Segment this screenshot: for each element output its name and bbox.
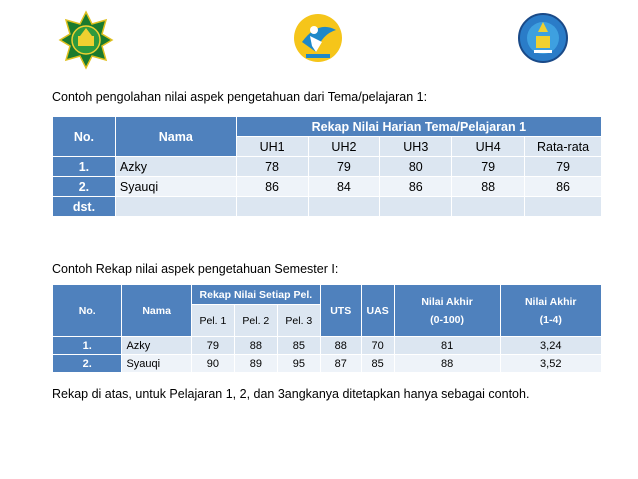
row-nama: Azky <box>122 337 191 355</box>
header-rekap-harian: Rekap Nilai Harian Tema/Pelajaran 1 <box>236 117 601 137</box>
cell-uas: 70 <box>361 337 394 355</box>
table-row <box>53 177 602 197</box>
row-no: 1. <box>53 157 116 177</box>
cell-value: 79 <box>308 157 380 177</box>
row-no: 1. <box>53 337 122 355</box>
cell-value: 80 <box>380 157 452 177</box>
tut-wuri-handayani-logo <box>516 12 570 64</box>
cell-value: 79 <box>525 157 602 177</box>
cell-value <box>308 197 380 217</box>
cell-value: 79 <box>452 157 525 177</box>
header-uas: UAS <box>361 285 394 337</box>
cell-value: 86 <box>236 177 308 197</box>
row-nama: Azky <box>115 157 236 177</box>
caption-table-1: Contoh pengolahan nilai aspek pengetahuan dari Tema/pelajaran 1: <box>52 90 428 104</box>
cell-pel-2: 89 <box>234 355 277 373</box>
cell-uts: 88 <box>320 337 361 355</box>
cell-nilai-akhir-100: 88 <box>394 355 500 373</box>
cell-value: 78 <box>236 157 308 177</box>
table-row <box>53 337 602 355</box>
table-row <box>53 197 602 217</box>
row-nama: Syauqi <box>115 177 236 197</box>
header-pel-3: Pel. 3 <box>277 305 320 337</box>
row-nama: Syauqi <box>122 355 191 373</box>
cell-pel-3: 95 <box>277 355 320 373</box>
row-no: dst. <box>53 197 116 217</box>
header-no: No. <box>53 117 116 157</box>
cell-value <box>452 197 525 217</box>
row-nama <box>115 197 236 217</box>
cell-pel-1: 79 <box>191 337 234 355</box>
rekap-nilai-semester-table <box>52 284 602 373</box>
header-nama: Nama <box>115 117 236 157</box>
cell-uts: 87 <box>320 355 361 373</box>
cell-value: 84 <box>308 177 380 197</box>
cell-value <box>380 197 452 217</box>
cell-value <box>236 197 308 217</box>
cell-nilai-akhir-4: 3,52 <box>500 355 602 373</box>
header-nama: Nama <box>122 285 191 337</box>
row-no: 2. <box>53 177 116 197</box>
header-pel-2: Pel. 2 <box>234 305 277 337</box>
header-pel-1: Pel. 1 <box>191 305 234 337</box>
cell-value: 86 <box>525 177 602 197</box>
cell-nilai-akhir-4: 3,24 <box>500 337 602 355</box>
header-no: No. <box>53 285 122 337</box>
kemenag-logo <box>58 10 114 70</box>
kurikulum-2013-logo <box>292 12 344 64</box>
header-uh3: UH3 <box>380 137 452 157</box>
rekap-nilai-harian-table <box>52 116 602 217</box>
cell-pel-3: 85 <box>277 337 320 355</box>
cell-uas: 85 <box>361 355 394 373</box>
caption-table-2: Contoh Rekap nilai aspek pengetahuan Semester I: <box>52 262 339 276</box>
header-uh2: UH2 <box>308 137 380 157</box>
header-uh4: UH4 <box>452 137 525 157</box>
header-uts: UTS <box>320 285 361 337</box>
header-rata-rata: Rata-rata <box>525 137 602 157</box>
cell-nilai-akhir-100: 81 <box>394 337 500 355</box>
table-row <box>53 157 602 177</box>
header-rekap-pelajaran: Rekap Nilai Setiap Pel. <box>191 285 320 305</box>
cell-pel-1: 90 <box>191 355 234 373</box>
header-nilai-akhir-100: Nilai Akhir (0-100) <box>394 285 500 337</box>
cell-value: 88 <box>452 177 525 197</box>
note-text: Rekap di atas, untuk Pelajaran 1, 2, dan 3angkanya ditetapkan hanya sebagai contoh. <box>52 387 530 401</box>
cell-value <box>525 197 602 217</box>
header-uh1: UH1 <box>236 137 308 157</box>
cell-value: 86 <box>380 177 452 197</box>
row-no: 2. <box>53 355 122 373</box>
header-nilai-akhir-4: Nilai Akhir (1-4) <box>500 285 602 337</box>
table-row <box>53 355 602 373</box>
cell-pel-2: 88 <box>234 337 277 355</box>
